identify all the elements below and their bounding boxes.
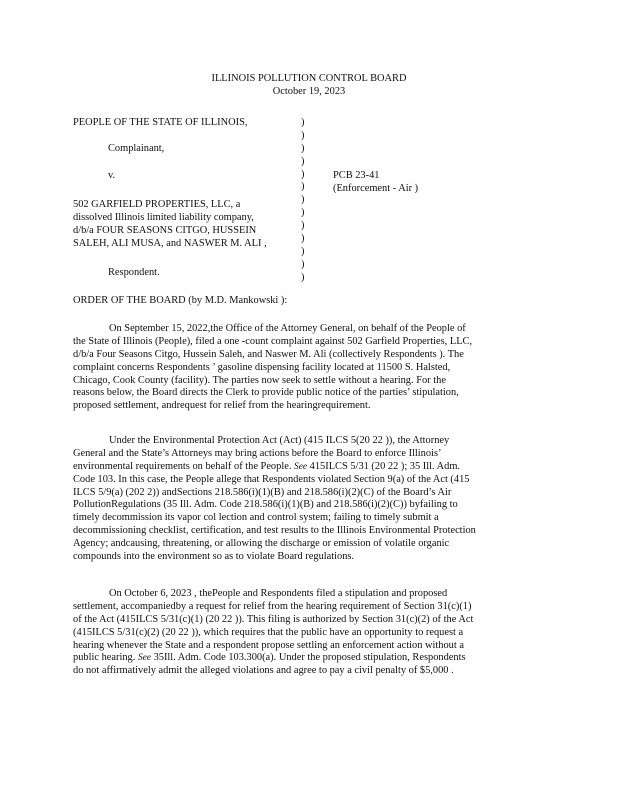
- text-line: public hearing. See 35Ill. Adm. Code 103.300(a). Under the proposed stipulation, Respondents: [73, 652, 466, 664]
- complainant-name: PEOPLE OF THE STATE OF ILLINOIS,: [73, 117, 248, 128]
- text-line: Agency; andcausing, threatening, or allowing the discharge or emission of volatile organic: [73, 538, 450, 550]
- caption-paren-column: [301, 117, 304, 285]
- text-line: environmental requirements on behalf of the People. See 415ILCS 5/31 (20 22 ); 35 Ill. Adm.: [73, 460, 461, 472]
- text-line: Under the Environmental Protection Act (Act) (415 ILCS 5(20 22 )), the Attorney: [109, 435, 450, 446]
- text-line: decommissioning checklist, certification, and test results to the Illinois Environmental Protection: [73, 525, 476, 537]
- caption-paren: ): [301, 233, 305, 245]
- citation-signal: See: [294, 461, 308, 472]
- case-number: PCB 23-41: [333, 170, 380, 181]
- respondent-role: Respondent.: [108, 267, 160, 278]
- versus-label: v.: [108, 170, 116, 181]
- caption-paren: ): [301, 168, 305, 180]
- text-line: ILCS 5/9(a) (202 2)) andSections 218.586(i)(1)(B) and 218.586(i)(2)(C) of the Board’s Air: [73, 486, 452, 498]
- caption-paren: ): [301, 220, 305, 232]
- caption-paren: ): [301, 155, 305, 167]
- caption-paren: ): [301, 181, 305, 193]
- respondent-line: 502 GARFIELD PROPERTIES, LLC, a: [73, 199, 241, 210]
- paragraph-intro: [73, 323, 545, 413]
- caption-paren: ): [301, 117, 305, 128]
- text-line: proposed settlement, andrequest for relief from the hearingrequirement.: [73, 400, 371, 412]
- text-line: do not affirmatively admit the alleged violations and agree to pay a civil penalty of $5,000 .: [73, 665, 454, 677]
- caption-paren: ): [301, 207, 305, 219]
- text-line: settlement, accompaniedby a request for relief from the hearing requirement of Section 31(c)(1): [73, 600, 472, 612]
- order-heading: ORDER OF THE BOARD (by M.D. Mankowski ):: [73, 295, 288, 306]
- order-date: October 19, 2023: [272, 86, 346, 97]
- respondent-line: SALEH, ALI MUSA, and NASWER M. ALI ,: [73, 238, 267, 249]
- text-line: timely decommission its vapor col lection and control system; failing to timely submit a: [73, 512, 439, 524]
- case-type: (Enforcement - Air ): [333, 183, 419, 194]
- complainant-role: Complainant,: [108, 143, 165, 154]
- text-line: Code 103. In this case, the People allege that Respondents violated Section 9(a) of the Act (415: [73, 473, 470, 485]
- text-line: Chicago, Cook County (facility). The parties now seek to settle without a hearing. For the: [73, 374, 446, 386]
- text-line: the State of Illinois (People), filed a one -count complaint against 502 Garfield Properties, LLC,: [73, 335, 473, 347]
- text-line: PollutionRegulations (35 Ill. Adm. Code 218.586(i)(1)(B) and 218.586(i)(2)(C)) byfailing to: [73, 499, 458, 511]
- caption-paren: ): [301, 129, 305, 141]
- paragraph-allegations: [73, 435, 545, 564]
- respondent-line: dissolved Illinois limited liability company,: [73, 212, 254, 223]
- text-line: General and the State’s Attorneys may bring actions before the Board to enforce Illinois’: [73, 447, 442, 459]
- text-line: On October 6, 2023 , thePeople and Respondents filed a stipulation and proposed: [109, 588, 448, 599]
- caption-paren: ): [301, 142, 305, 154]
- text-line: of the Act (415ILCS 5/31(c)(1) (20 22 )). This filing is authorized by Section 31(c)(2) of the Act: [73, 613, 474, 625]
- paragraph-stipulation: [73, 588, 545, 678]
- text-line: complaint concerns Respondents ’ gasoline dispensing facility located at 11500 S. Halsted,: [73, 361, 451, 373]
- text-line: hearing whenever the State and a respondent propose settling an enforcement action without a: [73, 639, 464, 651]
- respondent-line: d/b/a FOUR SEASONS CITGO, HUSSEIN: [73, 225, 257, 236]
- text-line: (415ILCS 5/31(c)(2) (20 22 )), which requires that the public have an opportunity to request a: [73, 626, 464, 638]
- caption-paren: ): [301, 194, 305, 206]
- agency-heading: ILLINOIS POLLUTION CONTROL BOARD: [211, 73, 407, 84]
- text-line: d/b/a Four Seasons Citgo, Hussein Saleh, and Naswer M. Ali (collectively Respondents ). The: [73, 348, 464, 360]
- caption-paren: ): [301, 271, 305, 283]
- text-line: compounds into the environment so as to violate Board regulations.: [73, 551, 355, 563]
- caption-paren: ): [301, 258, 305, 270]
- text-line: reasons below, the Board directs the Clerk to provide public notice of the parties’ stipulation,: [73, 387, 459, 399]
- text-line: On September 15, 2022,the Office of the Attorney General, on behalf of the People of: [109, 323, 466, 334]
- caption-paren: ): [301, 245, 305, 257]
- citation-signal: See: [137, 653, 151, 664]
